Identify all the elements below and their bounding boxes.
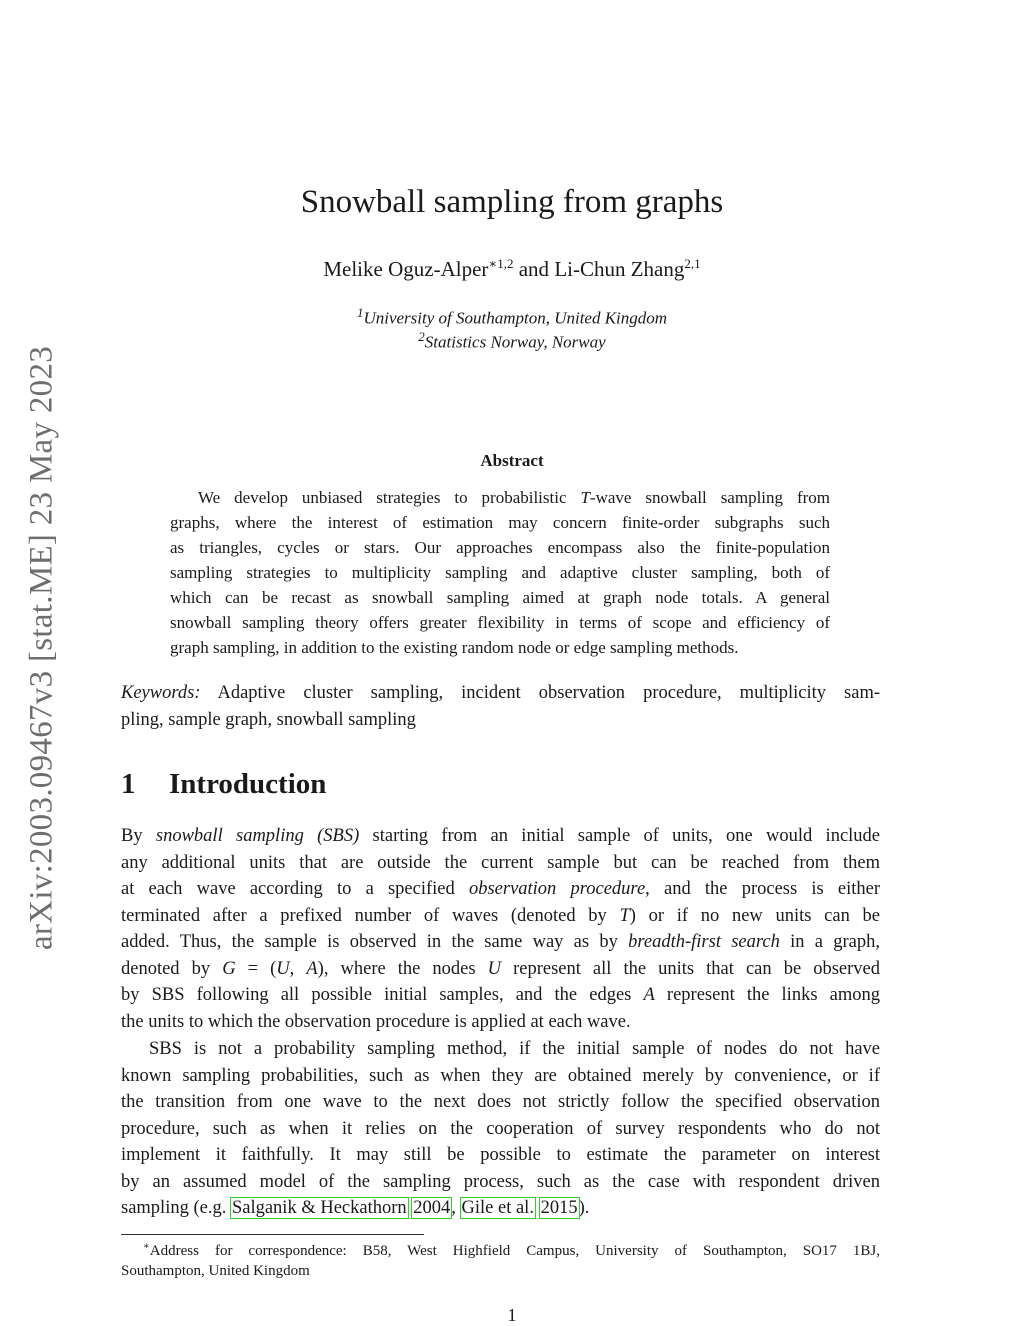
text-line <box>170 585 830 610</box>
text-line <box>170 510 830 535</box>
text-line <box>121 1009 880 1036</box>
abstract-body <box>170 485 830 660</box>
text-segment: in a graph, <box>779 932 880 952</box>
author-list <box>0 256 1024 282</box>
text-segment: represent all the units that can be observed <box>501 958 881 979</box>
text-segment: We develop unbiased strategies to probabilistic <box>198 488 581 507</box>
text-line <box>121 850 880 877</box>
text-segment: terminated after a prefixed number of waves (denoted by <box>121 905 620 926</box>
text-segment: -wave snowball sampling from <box>589 488 830 507</box>
section-heading <box>121 768 326 801</box>
author-conjunction: and <box>513 257 555 281</box>
text-segment: known sampling probabilities, such as when they are obtained merely by convenience, or if <box>121 1065 880 1086</box>
text-segment: , <box>289 958 307 979</box>
emphasis-text: breadth-first search <box>628 932 780 952</box>
text-segment: by an assumed model of the sampling process, such as the case with respondent driven <box>121 1171 880 1192</box>
text-segment <box>535 1198 540 1218</box>
affiliation <box>0 329 1024 353</box>
text-segment: which can be recast as snowball sampling aimed at graph node totals. A general <box>170 588 830 607</box>
text-segment: sampling (e.g. <box>121 1198 231 1218</box>
text-line <box>170 610 830 635</box>
text-segment: sampling strategies to multiplicity sampling and adaptive cluster sampling, both of <box>170 563 830 582</box>
abstract-heading: Abstract <box>480 451 544 470</box>
emphasis-text: G <box>222 958 236 979</box>
text-segment: graphs, where the interest of estimation may concern finite-order subgraphs such <box>170 513 830 532</box>
section-title: Introduction <box>169 768 327 800</box>
text-segment: any additional units that are outside the current sample but can be reached from them <box>121 852 880 873</box>
author-affiliation-mark: 2,1 <box>684 256 701 271</box>
footnote-text: Address for correspondence: B58, West Highfield Campus, University of Southampton, SO17 1BJ, <box>149 1243 880 1259</box>
text-segment: Adaptive cluster sampling, incident observation procedure, multiplicity sam- <box>200 683 880 703</box>
text-line <box>170 535 830 560</box>
citation-link[interactable]: 2004 <box>413 1198 451 1218</box>
text-segment: , and the process is either <box>645 879 881 899</box>
text-line <box>121 1142 880 1169</box>
affiliation <box>0 305 1024 329</box>
affiliation-text: University of Southampton, United Kingdom <box>363 308 668 328</box>
text-line <box>170 485 830 510</box>
keywords <box>121 680 880 733</box>
text-line <box>121 929 880 956</box>
text-line <box>121 903 880 930</box>
text-segment: added. Thus, the sample is observed in the same way as by <box>121 932 629 952</box>
text-segment: the units to which the observation procedure is applied at each wave. <box>121 1011 631 1032</box>
emphasis-text: U <box>487 958 502 979</box>
author-affiliation-mark: ∗1,2 <box>488 256 514 271</box>
text-line <box>121 823 880 850</box>
text-segment: graph sampling, in addition to the existing random node or edge sampling methods. <box>170 638 739 657</box>
text-segment: as triangles, cycles or stars. Our approaches encompass also the finite-population <box>170 538 830 557</box>
emphasis-text: Keywords: <box>121 683 201 703</box>
affiliation-mark: 2 <box>418 329 425 344</box>
paragraph <box>121 823 880 1035</box>
text-line <box>121 1089 880 1116</box>
section-number: 1 <box>121 768 136 800</box>
text-line <box>121 876 880 903</box>
text-segment: denoted by <box>121 958 223 979</box>
footnote-line: Southampton, United Kingdom <box>121 1263 310 1279</box>
citation-link[interactable]: Salganik & Heckathorn <box>231 1198 407 1218</box>
text-line <box>121 1169 880 1196</box>
arxiv-identifier-sidebar: arXiv:2003.09467v3 [stat.ME] 23 May 2023 <box>23 345 60 951</box>
text-segment: SBS is not a probability sampling method, if the initial sample of nodes do not have <box>149 1039 880 1059</box>
citation-link[interactable]: 2015 <box>540 1198 578 1218</box>
text-segment: By <box>121 826 156 846</box>
affiliation-text: Statistics Norway, Norway <box>424 332 606 352</box>
page-number: 1 <box>507 1305 517 1325</box>
author-name: Li-Chun Zhang <box>554 257 685 281</box>
footnote-mark: ∗ <box>143 1241 150 1252</box>
text-segment: ), where the nodes <box>317 958 488 979</box>
affiliation-mark: 1 <box>356 305 364 320</box>
emphasis-text: observation procedure <box>468 879 646 899</box>
text-line <box>121 1063 880 1090</box>
text-segment: , <box>451 1198 461 1218</box>
text-line <box>121 1036 880 1063</box>
emphasis-text: T <box>619 905 630 926</box>
emphasis-text: U <box>276 958 290 979</box>
text-segment: the transition from one wave to the next does not strictly follow the specified observation <box>121 1092 880 1112</box>
text-segment: snowball sampling theory offers greater flexibility in terms of scope and efficiency of <box>170 613 830 632</box>
text-segment: implement it faithfully. It may still be possible to estimate the parameter on interest <box>121 1145 880 1165</box>
citation-link[interactable]: Gile et al. <box>461 1198 534 1218</box>
text-segment: ). <box>578 1198 590 1218</box>
emphasis-text: T <box>580 488 590 507</box>
text-line <box>170 560 830 585</box>
paper-title: Snowball sampling from graphs <box>300 184 724 220</box>
footnote-rule <box>121 1234 424 1235</box>
text-segment: by SBS following all possible initial samples, and the edges <box>121 985 644 1005</box>
text-segment: = ( <box>235 958 277 979</box>
text-line <box>121 1116 880 1143</box>
text-line <box>121 680 880 707</box>
text-line <box>121 1195 880 1222</box>
footnote <box>121 1237 880 1281</box>
emphasis-text: snowball sampling (SBS) <box>155 826 360 846</box>
text-line <box>121 956 880 983</box>
text-line <box>121 982 880 1009</box>
emphasis-text: A <box>643 985 655 1005</box>
footnote-line <box>121 1237 880 1261</box>
text-segment: pling, sample graph, snowball sampling <box>121 709 416 730</box>
author-name: Melike Oguz-Alper <box>323 257 489 281</box>
text-segment: ) or if no new units can be <box>629 905 880 926</box>
text-segment: at each wave according to a specified <box>121 879 469 899</box>
text-line <box>170 635 830 660</box>
text-segment: starting from an initial sample of units, one would include <box>359 826 881 846</box>
paragraph <box>121 1036 880 1222</box>
text-line <box>121 707 880 734</box>
text-segment: procedure, such as when it relies on the cooperation of survey respondents who do not <box>121 1118 880 1139</box>
text-segment: represent the links among <box>654 985 880 1005</box>
emphasis-text: A <box>306 958 318 979</box>
